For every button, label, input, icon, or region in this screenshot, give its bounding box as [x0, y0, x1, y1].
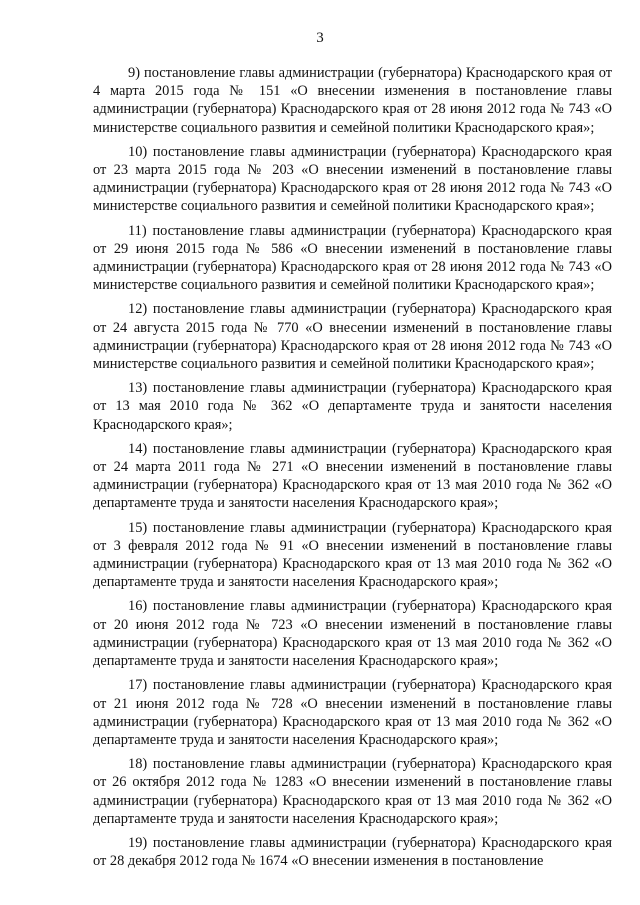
list-item-12: 12) постановление главы администрации (губернатора) Краснодарского края от 24 августа 2015 года № 770 «О внесении изменений в постановление главы администрации (губернатора) Краснодарского края от 28 июня 2012 года № 743 «О министерстве социального развития и семейной политики Краснодарского края»; [93, 301, 612, 373]
list-item-18: 18) постановление главы администрации (губернатора) Краснодарского края от 26 октября 2012 года № 1283 «О внесении изменений в постановление главы администрации (губернатора) Краснодарского края от 13 мая 2010 года № 362 «О департаменте труда и занятости населения Краснодарского края»; [93, 756, 612, 827]
list-item-13: 13) постановление главы администрации (губернатора) Краснодарского края от 13 мая 2010 года № 362 «О департаменте труда и занятости населения Краснодарского края»; [93, 380, 612, 433]
list-item-17: 17) постановление главы администрации (губернатора) Краснодарского края от 21 июня 2012 года № 728 «О внесении изменений в постановление главы администрации (губернатора) Краснодарского края от 13 мая 2010 года № 362 «О департаменте труда и занятости населения Краснодарского края»; [93, 677, 612, 748]
list-item-11: 11) постановление главы администрации (губернатора) Краснодарского края от 29 июня 2015 года № 586 «О внесении изменений в постановление главы администрации (губернатора) Краснодарского края от 28 июня 2012 года № 743 «О министерстве социального развития и семейной политики Краснодарского края»; [93, 222, 612, 294]
list-item-9: 9) постановление главы администрации (губернатора) Краснодарского края от 4 марта 2015 года № 151 «О внесении изменения в постановление главы администрации (губернатора) Краснодарского края от 28 июня 2012 года № 743 «О министерстве социального развития и семейной политики Краснодарского края»; [93, 65, 612, 136]
list-item-14: 14) постановление главы администрации (губернатора) Краснодарского края от 24 марта 2011 года № 271 «О внесении изменений в постановление главы администрации (губернатора) Краснодарского края от 13 мая 2010 года № 362 «О департаменте труда и занятости населения Краснодарского края»; [93, 440, 612, 512]
list-item-15: 15) постановление главы администрации (губернатора) Краснодарского края от 3 февраля 2012 года № 91 «О внесении изменений в постановление главы администрации (губернатора) Краснодарского края от 13 мая 2010 года № 362 «О департаменте труда и занятости населения Краснодарского края»; [93, 519, 612, 591]
list-item-10: 10) постановление главы администрации (губернатора) Краснодарского края от 23 марта 2015 года № 203 «О внесении изменений в постановление главы администрации (губернатора) Краснодарского края от 28 июня 2012 года № 743 «О министерстве социального развития и семейной политики Краснодарского края»; [93, 143, 612, 215]
list-item-19: 19) постановление главы администрации (губернатора) Краснодарского края от 28 декабря 2012 года № 1674 «О внесении изменения в постановление [93, 834, 612, 870]
page-number: 3 [316, 30, 324, 46]
document-body [93, 64, 612, 876]
list-item-16: 16) постановление главы администрации (губернатора) Краснодарского края от 20 июня 2012 года № 723 «О внесении изменений в постановление главы администрации (губернатора) Краснодарского края от 13 мая 2010 года № 362 «О департаменте труда и занятости населения Краснодарского края»; [93, 598, 612, 670]
